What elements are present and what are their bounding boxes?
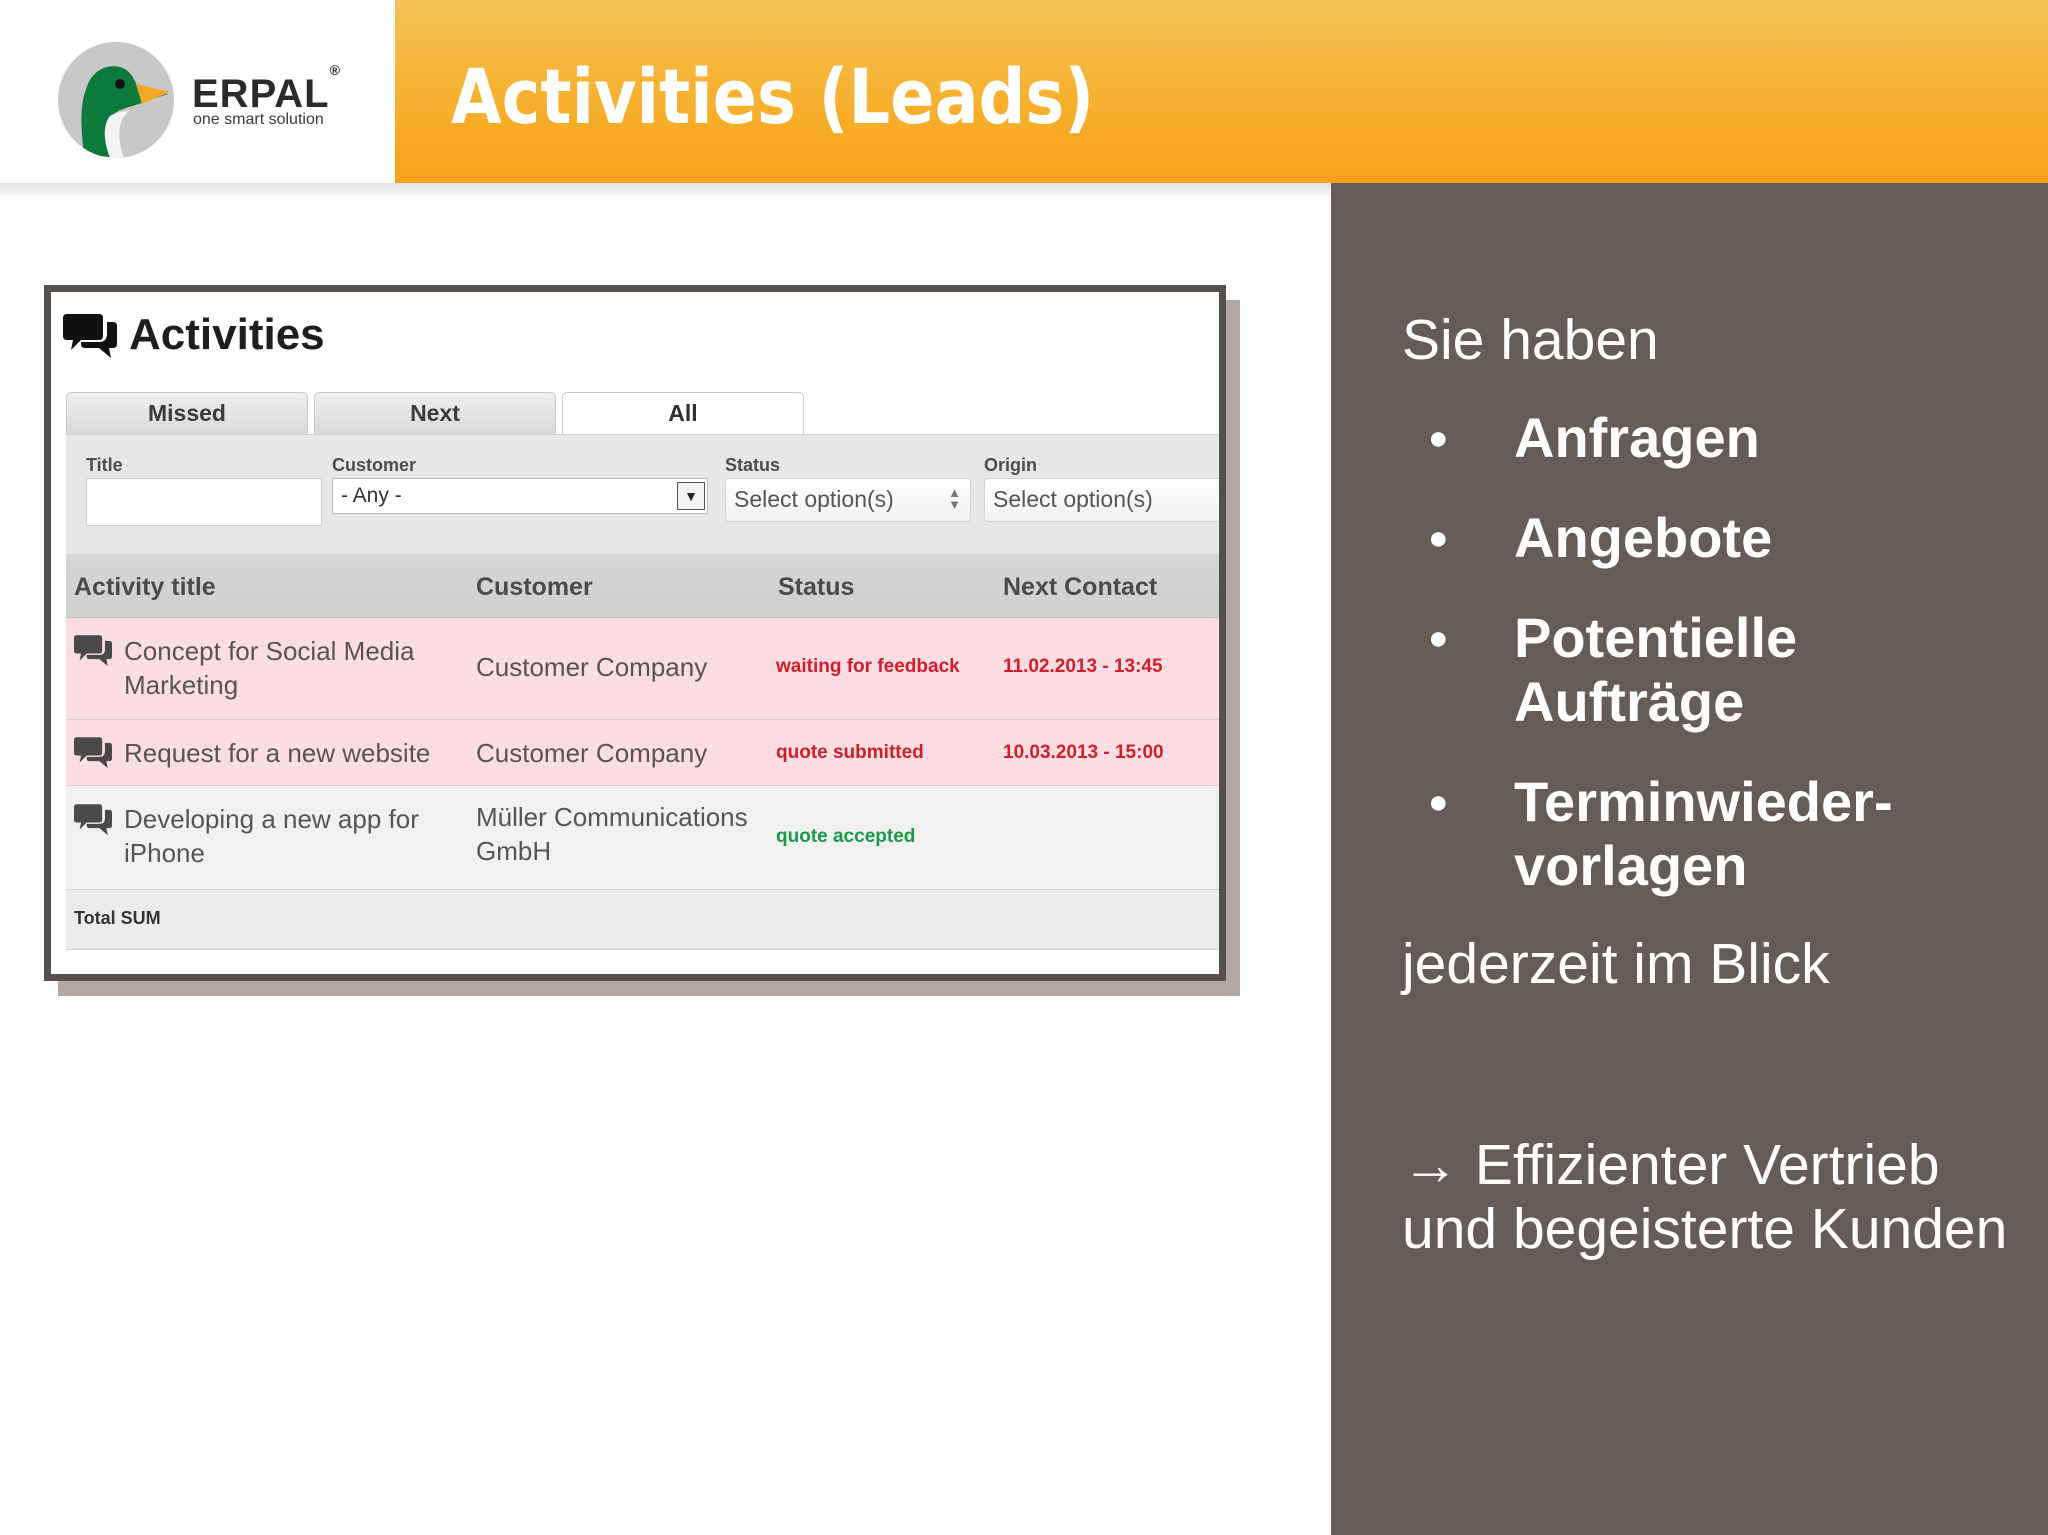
status-badge: quote submitted: [776, 742, 924, 763]
sort-arrows-icon: ▲ ▼: [948, 485, 961, 512]
activities-screenshot: [44, 285, 1226, 981]
table-row[interactable]: [66, 618, 1226, 720]
filter-panel: [66, 434, 1226, 554]
filter-status-label: Status: [725, 455, 781, 475]
column-header-customer[interactable]: Customer: [476, 573, 593, 601]
panel-intro: Sie haben: [1402, 308, 1659, 372]
status-badge: waiting for feedback: [776, 656, 960, 677]
activities-table: [66, 554, 1226, 950]
page-title: Activities (Leads): [451, 52, 1095, 141]
title-bar: [395, 0, 2048, 183]
customer-cell: Müller Communications GmbH: [476, 802, 748, 866]
column-header-activity-title[interactable]: Activity title: [74, 573, 216, 601]
table-row[interactable]: [66, 786, 1226, 890]
duck-logo-icon: [58, 42, 174, 158]
table-row[interactable]: [66, 720, 1226, 786]
chat-bubbles-icon: [63, 308, 117, 362]
activities-header: [63, 305, 325, 365]
summary-panel: [1331, 183, 2048, 1535]
filter-origin-label: Origin: [984, 455, 1037, 475]
customer-filter-value: - Any -: [341, 484, 402, 507]
customer-cell: Customer Company: [476, 652, 708, 682]
table-total-row: [66, 890, 1226, 950]
activity-title-link[interactable]: Developing a new app for iPhone: [124, 804, 419, 868]
bullet-icon: ●: [1428, 519, 1449, 557]
logo-name: ERPAL®: [192, 61, 341, 116]
tab-all[interactable]: All: [562, 392, 804, 434]
total-sum-label: Total SUM: [74, 908, 161, 928]
next-contact-cell: 11.02.2013 - 13:45: [1003, 656, 1163, 677]
status-badge: quote accepted: [776, 826, 916, 847]
bullet-icon: ●: [1428, 783, 1449, 821]
bullet-icon: ●: [1428, 419, 1449, 457]
list-item: ● Anfragen: [1428, 406, 1760, 469]
table-header: [66, 554, 1226, 618]
tab-missed[interactable]: Missed: [66, 392, 308, 434]
feature-list: [1428, 406, 2028, 934]
activity-title-link[interactable]: Request for a new website: [124, 738, 431, 768]
tab-bar: [66, 392, 810, 434]
logo-area: [0, 0, 395, 183]
chat-bubbles-icon: [74, 800, 112, 838]
panel-outro: jederzeit im Blick: [1402, 932, 1830, 996]
list-item: ● Terminwieder-vorlagen: [1428, 770, 1893, 897]
panel-conclusion: → Effizienter Vertrieb und begeisterte Kunden: [1402, 1133, 2008, 1261]
chevron-down-icon[interactable]: ▼: [677, 482, 705, 510]
customer-cell: Customer Company: [476, 738, 708, 768]
origin-filter-value: Select option(s): [993, 486, 1153, 512]
filter-title-label: Title: [86, 455, 123, 475]
bullet-icon: ●: [1428, 619, 1449, 657]
chat-bubbles-icon: [74, 631, 112, 669]
list-item: ● Angebote: [1428, 506, 1773, 569]
activities-title: Activities: [129, 310, 325, 359]
status-filter-select[interactable]: [725, 478, 971, 522]
origin-filter-select[interactable]: [984, 478, 1226, 522]
logo-tagline: one smart solution: [193, 111, 324, 128]
status-filter-value: Select option(s): [734, 486, 894, 512]
filter-customer-label: Customer: [332, 455, 417, 475]
customer-filter-select[interactable]: [332, 478, 708, 514]
next-contact-cell: 10.03.2013 - 15:00: [1003, 742, 1164, 763]
list-item: ● Potentielle Aufträge: [1428, 606, 1798, 733]
activity-title-link[interactable]: Concept for Social Media Marketing: [124, 636, 415, 700]
column-header-status[interactable]: Status: [778, 573, 855, 601]
tab-next[interactable]: Next: [314, 392, 556, 434]
title-filter-input[interactable]: [86, 478, 322, 526]
chat-bubbles-icon: [74, 733, 112, 771]
column-header-next-contact[interactable]: Next Contact: [1003, 573, 1158, 601]
